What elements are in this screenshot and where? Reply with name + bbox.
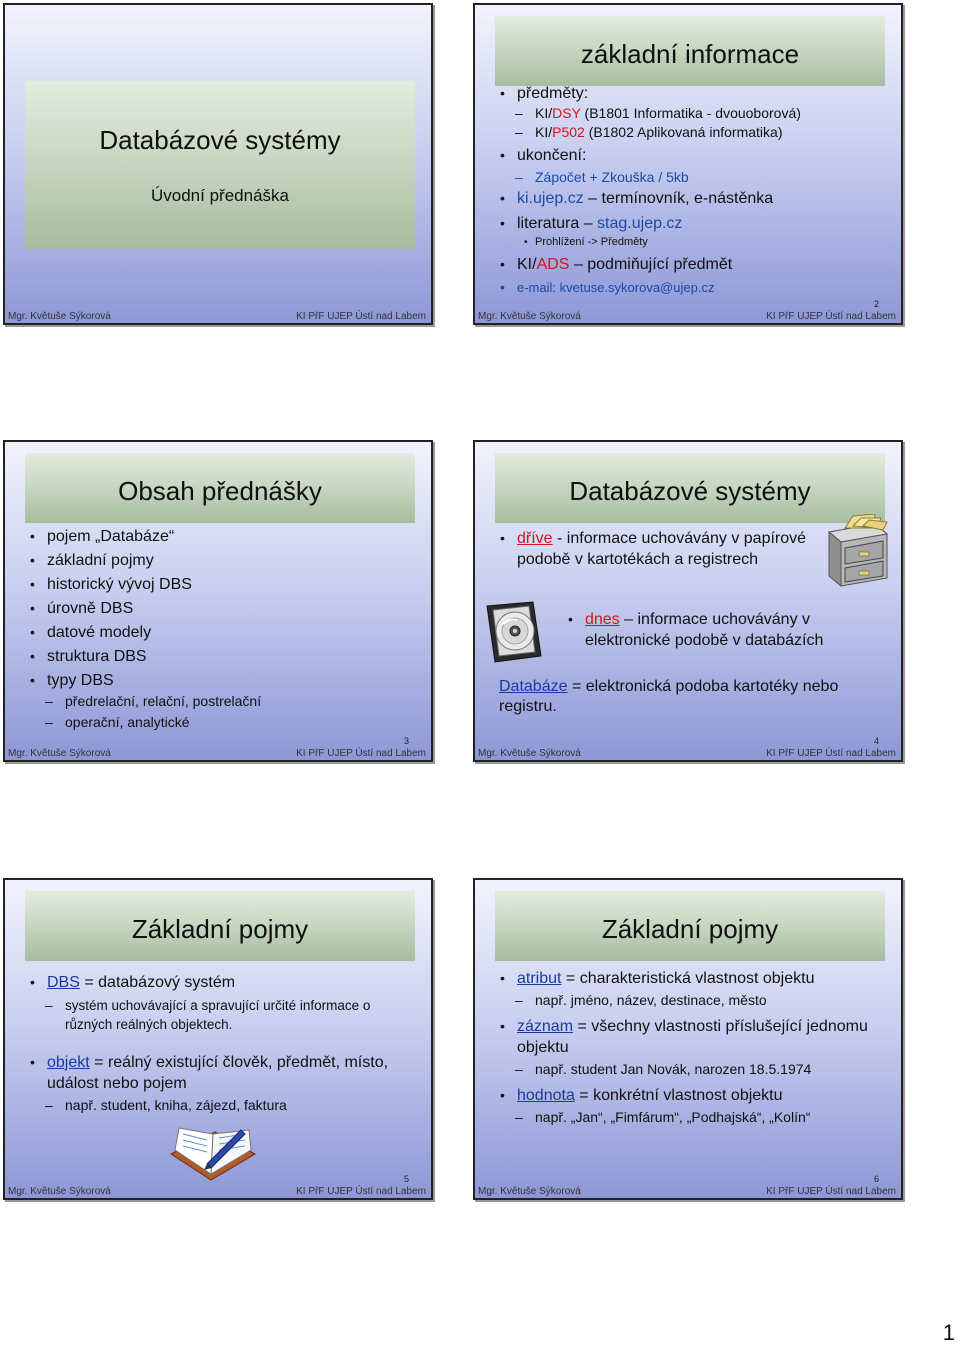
list-subitem: – operační, analytické [29, 713, 421, 732]
list-item: • atribut = charakteristická vlastnost objektu [499, 968, 871, 989]
slide-5-body [29, 972, 421, 1115]
drive-link[interactable]: dříve [517, 530, 553, 547]
list-item: • předměty: [499, 83, 891, 104]
slide-6 [473, 878, 903, 1200]
list-item: • ukončení: [499, 145, 891, 166]
list-item: • dříve - informace uchovávány v papírové podobě v kartotékách a registrech [499, 528, 811, 570]
slide-4-title-box [495, 453, 885, 523]
list-item: • historický vývoj DBS [29, 574, 421, 595]
list-item: • KI/ADS – podmiňující předmět [499, 254, 891, 275]
slide-2-title: základní informace [580, 38, 800, 69]
slide-2-footer [478, 311, 896, 322]
list-item: • záznam = všechny vlastnosti příslušející jednomu objektu [499, 1016, 871, 1058]
footer-institution: KI PřF UJEP Ústí nad Labem [296, 748, 426, 759]
dbs-link[interactable]: DBS [47, 974, 80, 991]
list-item: • struktura DBS [29, 646, 421, 667]
slide-3-body [29, 526, 421, 732]
slide-4-footer [478, 748, 896, 759]
footer-author: Mgr. Květuše Sýkorová [478, 748, 581, 759]
slide-number: 5 [403, 1174, 409, 1184]
hodnota-link[interactable]: hodnota [517, 1087, 575, 1104]
footer-author: Mgr. Květuše Sýkorová [8, 311, 111, 322]
slide-3-title: Obsah přednášky [118, 475, 322, 506]
slide-2-body [499, 83, 891, 297]
list-item: • DBS = databázový systém [29, 972, 421, 993]
list-item: • úrovně DBS [29, 598, 421, 619]
stag-link[interactable]: stag.ujep.cz [597, 215, 683, 232]
list-item: • pojem „Databáze“ [29, 526, 421, 547]
slide-4-dnes [567, 609, 881, 651]
slide-6-title: Základní pojmy [601, 913, 779, 944]
slide-3-title-box [25, 453, 415, 523]
list-subitem: – systém uchovávající a spravující určité informace o různých reálných objektech. [29, 996, 421, 1034]
email-item: • e-mail: kvetuse.sykorova@ujep.cz [499, 278, 891, 297]
atribut-link[interactable]: atribut [517, 970, 562, 987]
slide-4-def [499, 677, 881, 717]
slide-2-title-box [495, 16, 885, 86]
slide-number: 2 [873, 299, 879, 309]
list-subitem: – např. jméno, název, destinace, město [499, 991, 871, 1010]
slide-6-title-box [495, 891, 885, 961]
definition-text: Databáze = elektronická podoba kartotéky nebo registru. [499, 678, 839, 715]
page-number: 1 [942, 1320, 955, 1345]
footer-institution: KI PřF UJEP Ústí nad Labem [766, 748, 896, 759]
databaze-link[interactable]: Databáze [499, 678, 568, 695]
footer-author: Mgr. Květuše Sýkorová [8, 1186, 111, 1197]
zaznam-link[interactable]: záznam [517, 1018, 574, 1035]
slide-1-title-box [25, 81, 415, 249]
slide-5 [3, 878, 433, 1200]
slide-1-footer [8, 311, 426, 322]
slide-6-body [499, 968, 871, 1127]
kiujep-link[interactable]: ki.ujep.cz [517, 190, 584, 207]
slide-1-subtitle: Úvodní přednáška [151, 185, 289, 205]
slide-number: 3 [403, 736, 409, 746]
footer-institution: KI PřF UJEP Ústí nad Labem [296, 1186, 426, 1197]
list-item: • objekt = reálný existující člověk, předmět, místo, událost nebo pojem [29, 1052, 421, 1094]
list-subitem: – KI/P502 (B1802 Aplikovaná informatika) [499, 123, 891, 142]
footer-author: Mgr. Květuše Sýkorová [478, 1186, 581, 1197]
slide-3 [3, 440, 433, 762]
list-subitem: – např. student, kniha, zájezd, faktura [29, 1096, 421, 1115]
list-subitem: – např. student Jan Novák, narozen 18.5.1974 [499, 1060, 871, 1079]
slide-number: 4 [873, 736, 879, 746]
footer-author: Mgr. Květuše Sýkorová [8, 748, 111, 759]
footer-institution: KI PřF UJEP Ústí nad Labem [296, 311, 426, 322]
list-item: • základní pojmy [29, 550, 421, 571]
list-item: • typy DBS [29, 670, 421, 691]
list-item: • literatura – stag.ujep.cz [499, 213, 891, 234]
list-subitem: – např. „Jan“, „Fimfárum“, „Podhajská“, „Kolín“ [499, 1108, 871, 1127]
file-cabinet-icon [823, 514, 895, 590]
objekt-link[interactable]: objekt [47, 1054, 90, 1071]
footer-author: Mgr. Květuše Sýkorová [478, 311, 581, 322]
dnes-link[interactable]: dnes [585, 611, 620, 628]
slide-number: 6 [873, 1174, 879, 1184]
list-item: • hodnota = konkrétní vlastnost objektu [499, 1085, 871, 1106]
slide-4-body [499, 528, 811, 570]
open-book-icon [167, 1124, 259, 1188]
slide-6-footer [478, 1186, 896, 1197]
list-item: • dnes – informace uchovávány v elektronické podobě v databázích [567, 609, 881, 651]
footer-institution: KI PřF UJEP Ústí nad Labem [766, 311, 896, 322]
slide-2 [473, 3, 903, 325]
slide-4-title: Databázové systémy [569, 475, 811, 506]
slide-1 [3, 3, 433, 325]
list-item: • datové modely [29, 622, 421, 643]
slide-5-title-box [25, 891, 415, 961]
list-item: • ki.ujep.cz – termínovník, e-nástěnka [499, 188, 891, 209]
list-subitem: – KI/DSY (B1801 Informatika - dvouoborová) [499, 104, 891, 123]
slide-1-title: Databázové systémy [99, 124, 341, 155]
slide-3-footer [8, 748, 426, 759]
footer-institution: KI PřF UJEP Ústí nad Labem [766, 1186, 896, 1197]
slide-5-footer [8, 1186, 426, 1197]
list-subitem: – předrelační, relační, postrelační [29, 692, 421, 711]
list-subitem: – Zápočet + Zkouška / 5kb [499, 168, 891, 187]
slide-4 [473, 440, 903, 762]
slide-5-title: Základní pojmy [131, 913, 309, 944]
list-subitem: • Prohlížení -> Předměty [499, 234, 891, 251]
cd-disc-icon [483, 600, 547, 666]
